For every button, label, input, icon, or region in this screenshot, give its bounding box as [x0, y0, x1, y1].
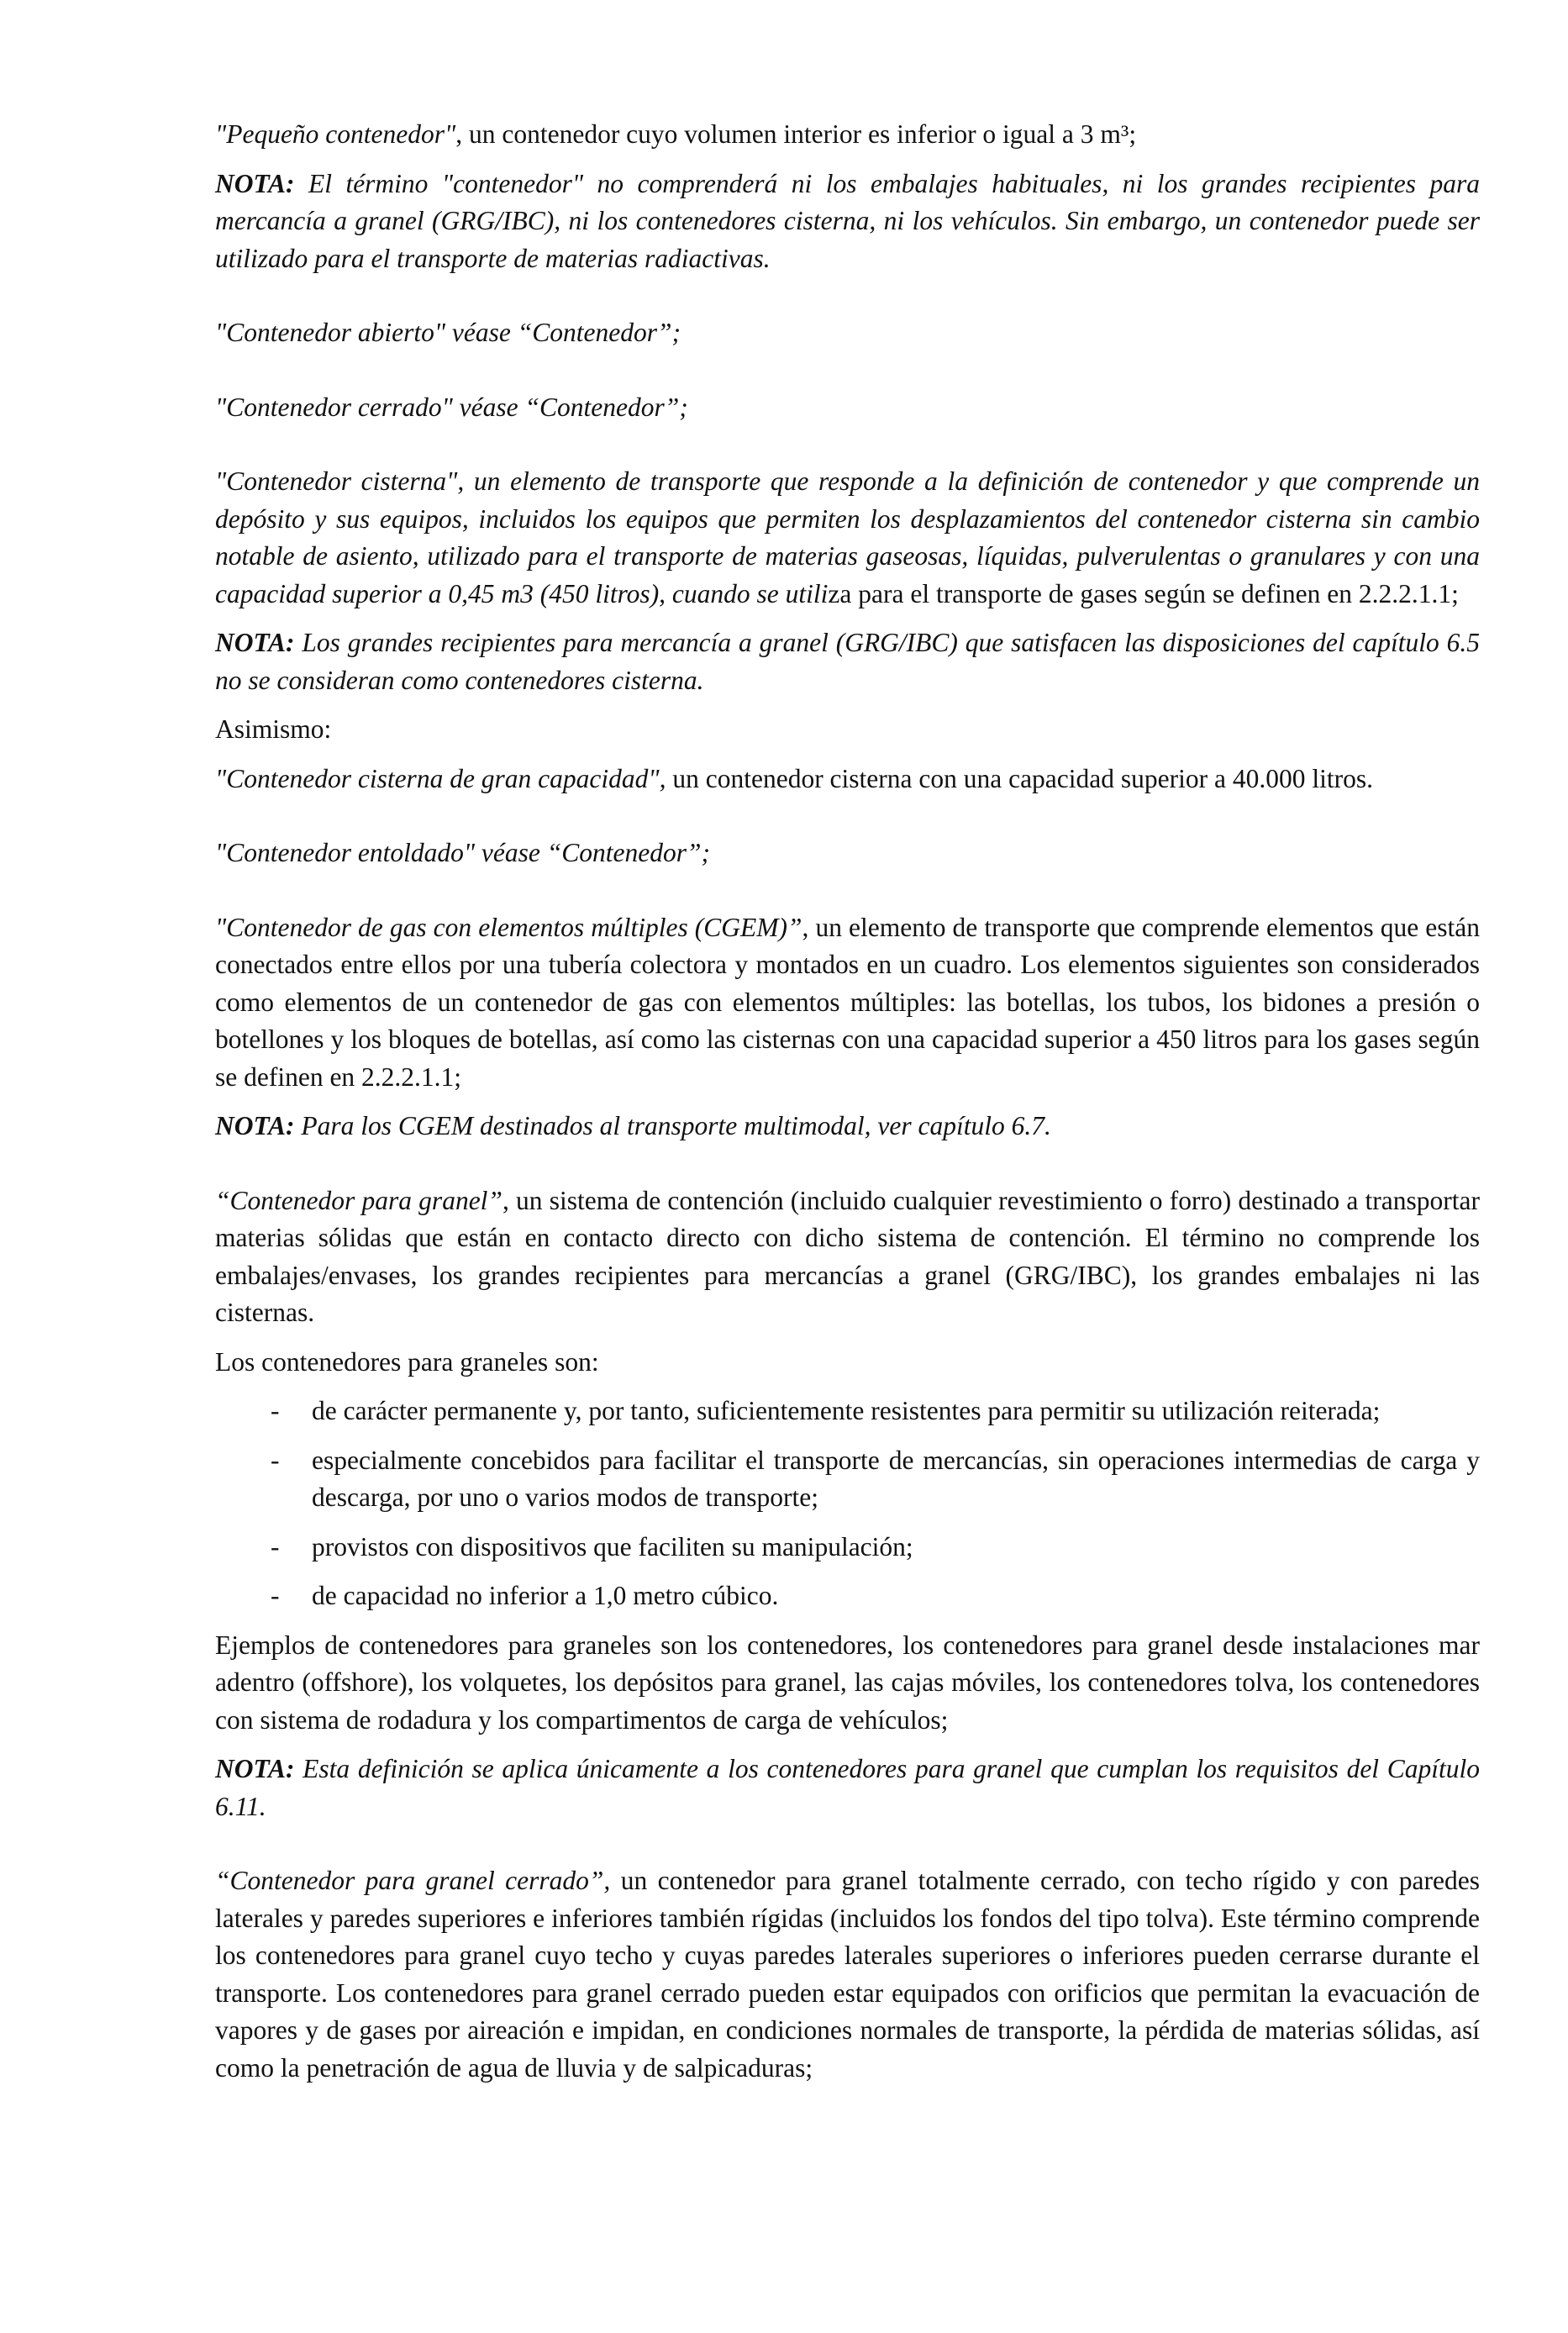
definition-text: , un sistema de contención (incluido cualquier revestimiento o forro) destinado a transportar materias sólidas que están en contacto directo con dicho sistema de contención. El término no comprende los embalajes/envases, los grandes recipientes para mercancías a granel (GRG/IBC), los grandes embalajes ni las cisternas. — [215, 1185, 1480, 1327]
definition-contenedor-cisterna — [215, 463, 1480, 613]
note-cgem — [215, 1108, 1480, 1145]
definition-cgem — [215, 909, 1480, 1097]
list-item: - especialmente concebidos para facilitar el transporte de mercancías, sin operaciones intermedias de carga y descarga, por uno o varios modos de transporte; — [215, 1442, 1480, 1517]
characteristics-list — [215, 1393, 1480, 1615]
definition-granel-cerrado — [215, 1862, 1480, 2087]
definition-contenedor-abierto: "Contenedor abierto" véase “Contenedor”; — [215, 318, 681, 347]
definition-pequeno-contenedor — [215, 116, 1480, 154]
definition-text: , un elemento de transporte que comprende elementos que están conectados entre ellos por una tubería colectora y montados en un cuadro. Los elementos siguientes son considerados como elementos de un contenedor de gas con elementos múltiples: las botellas, los tubos, los bidones a presión o botellones y los bloques de botellas, así como las cisternas con una capacidad superior a 450 litros para los gases según se definen en 2.2.2.1.1; — [215, 912, 1480, 1092]
definition-text: un contenedor cisterna con una capacidad superior a 40.000 litros. — [666, 763, 1373, 793]
list-item: - de carácter permanente y, por tanto, suficientemente resistentes para permitir su utilización reiterada; — [215, 1393, 1480, 1430]
note-granel — [215, 1751, 1480, 1825]
dash-marker: - — [271, 1581, 280, 1610]
note-label: NOTA: — [215, 628, 295, 657]
definition-contenedor-entoldado: "Contenedor entoldado" véase “Contenedor”; — [215, 838, 711, 867]
definition-cisterna-gran-capacidad — [215, 761, 1480, 798]
examples-paragraph: Ejemplos de contenedores para graneles son los contenedores, los contenedores para granel desde instalaciones mar adentro (offshore), los volquetes, los depósitos para granel, las cajas móviles, los contenedores tolva, los contenedores con sistema de rodadura y los compartimentos de carga de vehículos; — [215, 1630, 1480, 1735]
term: "Contenedor cisterna de gran capacidad", — [215, 763, 666, 793]
definition-contenedor-granel — [215, 1182, 1480, 1332]
note-contenedor — [215, 166, 1480, 278]
definition-text: , un contenedor cuyo volumen interior es inferior o igual a 3 m³; — [455, 119, 1137, 149]
note-text: Para los CGEM destinados al transporte multimodal, ver capítulo 6.7. — [294, 1111, 1051, 1140]
note-label: NOTA: — [215, 1754, 295, 1783]
note-contenedor-cisterna — [215, 624, 1480, 699]
list-intro: Los contenedores para graneles son: — [215, 1346, 599, 1377]
definition-text: un contenedor para granel totalmente cerrado, con techo rígido y con paredes laterales y paredes superiores e inferiores también rígidas (incluidos los fondos del tipo tolva). Este término comprende los contenedores para granel cuyo techo y cuyas paredes laterales superiores o inferiores pueden cerrarse durante el transporte. Los contenedores para granel cerrado pueden estar equipados con orificios que permitan la evacuación de vapores y de gases por aireación e impidan, en condiciones normales de transporte, la pérdida de materias sólidas, así como la penetración de agua de lluvia y de salpicaduras; — [215, 1866, 1481, 2083]
definition-contenedor-cerrado: "Contenedor cerrado" véase “Contenedor”; — [215, 392, 688, 422]
note-text: Esta definición se aplica únicamente a los contenedores para granel que cumplan los requisitos del Capítulo 6.11. — [215, 1754, 1480, 1821]
note-label: NOTA: — [215, 168, 295, 198]
list-item: - provistos con dispositivos que faciliten su manipulación; — [215, 1529, 1480, 1567]
term: "Contenedor de gas con elementos múltiples (CGEM)” — [215, 912, 802, 942]
dash-marker: - — [271, 1396, 280, 1425]
note-text: Los grandes recipientes para mercancía a granel (GRG/IBC) que satisfacen las disposiciones del capítulo 6.5 no se consideran como contenedores cisterna. — [215, 628, 1480, 695]
term: "Pequeño contenedor" — [215, 119, 456, 149]
document-page — [215, 116, 1480, 2087]
dash-marker: - — [271, 1445, 280, 1475]
dash-marker: - — [271, 1531, 280, 1561]
definition-italic-text: "Contenedor cisterna", un elemento de transporte que responde a la definición de contenedor y que comprende un depósito y sus equipos, incluidos los equipos que permiten los desplazamientos del contenedor cisterna sin cambio notable de asiento, utilizado para el transporte de materias gaseosas, líquidas, pulverulentas o granulares y con una capacidad superior a 0,45 m3 (450 litros), cuando se utili — [215, 466, 1480, 608]
list-item: - de capacidad no inferior a 1,0 metro cúbico. — [215, 1577, 1480, 1615]
asimismo-text: Asimismo: — [215, 714, 332, 744]
definition-text: za para el transporte de gases según se definen en 2.2.2.1.1; — [828, 578, 1459, 608]
term: “Contenedor para granel” — [215, 1185, 502, 1215]
note-text: El término "contenedor" no comprenderá ni los embalajes habituales, ni los grandes recipientes para mercancía a granel (GRG/IBC), ni los contenedores cisterna, ni los vehículos. Sin embargo, un contenedor puede ser utilizado para el transporte de materias radiactivas. — [215, 168, 1480, 273]
note-label: NOTA: — [215, 1111, 295, 1140]
term: “Contenedor para granel cerrado”, — [215, 1866, 611, 1895]
